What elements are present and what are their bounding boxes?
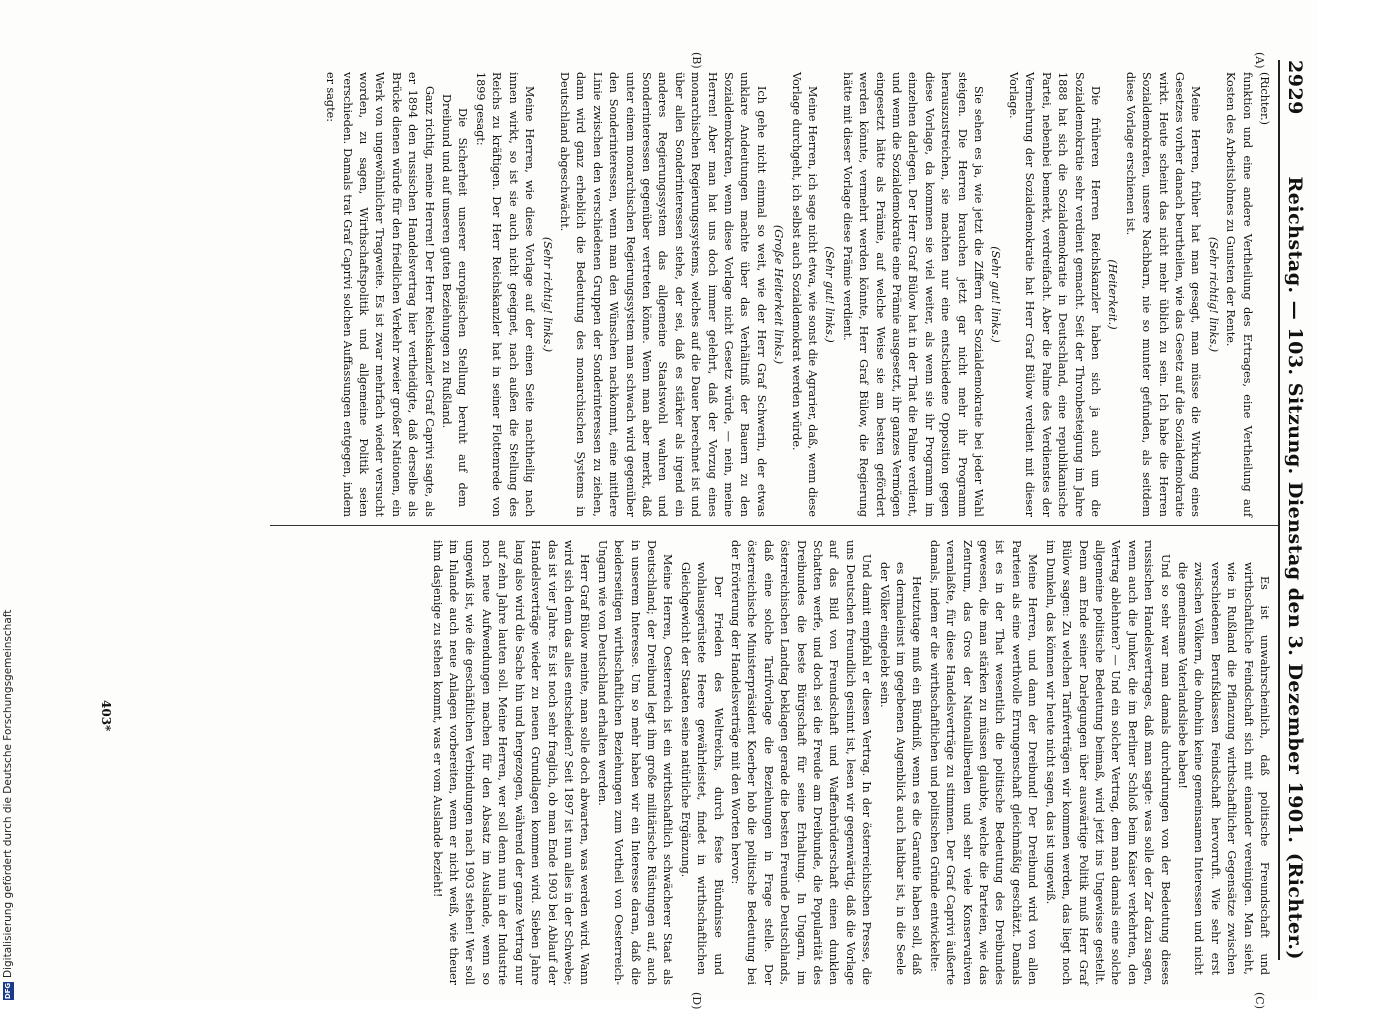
running-title: Reichstag. — 103. Sitzung. Dienstag den 3. Dezember 1901.: [1284, 176, 1306, 844]
margin-letter-c: (C): [1253, 992, 1266, 1009]
dfg-logo: DFG: [3, 982, 12, 1000]
paragraph: Ganz richtig, meine Herren! Der Herr Reichskanzler Graf Caprivi sagte, als er 1894 den russischen Handelsvertrag hier vertheidigte, daß derselbe als Brücke dienen würde für den friedlichen Verkehr zweier großer Nationen, ein Werk von ungewöhnlicher Tragweite. Es ist zwar mehrfach wieder versucht worden, zu sagen, Wirthschaftspolitik und allgemeine Politik seien verschieden. Damals trat Graf Caprivi solchen Auffassungen entgegen, indem er sagte:: [324, 72, 436, 517]
paragraph: Sie sehen es ja, wie jetzt die Ziffern der Sozialdemokratie bei jeder Wahl steigen. Die Herren brauchen jetzt gar nicht mehr ihr Programm herauszustreichen, sie machten nur eine entschiedene Opposition gegen diese Vorlage, da kommen sie viel weiter, als wenn sie ihr Programm im einzelnen darlegen. Der Herr Graf Bülow hat in der That die Palme verdient, und wenn die Sozialdemokratie eine Prämie ausgesetzt, ihr ganzes Vermögen eingesetzt hätte als Prämie, auf welche Weise sie am besten gefördert werden könnte, vermehrt werden könnte, Herr Graf Bülow, die Regierung hätte mit dieser Vorlage diese Prämie verdient.: [840, 72, 986, 517]
paragraph: Herr Graf Bülow meinte, man solle doch abwarten, was werden wird. Wann wird sich denn das alles entscheiden? Seit 1897 ist nun alles in der Schwebe; das ist vier Jahre. Es ist noch sehr fraglich, ob man Ende 1903 bei Ablauf der Handelsverträge wieder zu neuen Grundlagen kommen wird. Sieben Jahre lang also wird die Sache hin und hergezogen, während der ganze Vertrag nur auf zehn Jahre lauten soll. Meine Herren, wer soll denn nun in der Industrie noch neue Aufwendungen machen für den Absatz im Auslande, wenn so ungewiß ist, wie die geschäftlichen Verbindungen nach 1903 stehen! Wer soll im Inlande auch neue Anlagen vorbereiten, wenn er nicht weiß, wie theuer ihm dasjenige zu stehen kommt, was er vom Auslande bezieht!: [430, 540, 592, 985]
paragraph: Meine Herren, ich sage nicht etwa, wie sonst die Agrarier, daß, wenn diese Vorlage durchgeht, ich selbst auch Sozialdemokrat werden würde.: [789, 72, 820, 517]
page-header: [1280, 60, 1310, 960]
margin-letter-b: (B): [690, 52, 703, 69]
interjection: (Sehr gut! links.): [823, 246, 837, 343]
interjection: (Heiterkeit.): [1106, 259, 1120, 330]
paragraph: Meine Herren, wie diese Vorlage auf der einen Seite nachtheilig nach innen wirkt, so ist sie auch nicht geeignet, nach außen die Stellung des Reichs zu kräftigen. Der Herr Reichskanzler hat in seiner Flottenrede von 1899 gesagt:: [473, 72, 537, 517]
interjection: (Sehr gut! links.): [989, 246, 1003, 343]
margin-letter-a: (A): [1253, 52, 1266, 69]
interjection: (Große Heiterkeit links.): [772, 224, 786, 365]
speaker-name: (Richter.): [1284, 852, 1306, 960]
header-rule: [1278, 60, 1280, 960]
quotation: Der Frieden des Weltreichs, durch feste Bündnisse und wohlausgerüstete Heere gewährleistet, findet in wirthschaftlichen Gleichgewicht der Staaten seine natürliche Ergänzung.: [678, 562, 725, 975]
quotation: Es ist unwahrscheinlich, daß politische Freundschaft und wirthschaftliche Feindschaft sich mit einander vereinigen. Man sieht, wie in Rußland die Pflanzung wirthschaftlicher Gegensätze zwischen verschiedenen Berufsklassen Feindschaft hervorruft. Wie sehr erst zwischen Völkern, die ohnehin keine gemeinsamen Interessen und nicht die gemeinsame Vaterlandsliebe haben!: [1175, 562, 1271, 975]
paragraph: Meine Herren, Oesterreich ist ein wirthschaftlich schwächerer Staat als Deutschland; der Dreibund legt ihm große militärische Rüstungen auf, auch in unserem Interesse. Um so mehr haben wir ein Interesse daran, daß die beiderseitigen wirthschaftlichen Beziehungen zum Vortheil von Oesterreich-Ungarn wie von Deutschland erhalten werden.: [595, 540, 675, 985]
margin-letter-d: (D): [690, 992, 703, 1009]
quotation: Heutzutage muß ein Bündniß, wenn es die Garantie haben soll, daß es dermaleinst im gegebenen Augenblick auch haltbar ist, in die Seele der Völker eingelebt sein.: [877, 562, 924, 975]
left-column: [321, 72, 1272, 517]
column-divider: [270, 525, 1278, 526]
paragraph: Meine Herren, früher hat man gesagt, man müsse die Wirkung eines Gesetzes vorher danach beurtheilen, wie das Gesetz auf die Sozialdemokratie wirkt. Heute scheint das nicht mehr üblich zu sein. Ich habe die Herren Sozialdemokraten, unsere Nachbarn, nie so munter gefunden, als seitdem diese Vorlage erschienen ist.: [1123, 72, 1203, 517]
signature-number: 403*: [99, 700, 113, 732]
quotation: Die Sicherheit unserer europäischen Stellung beruht auf dem Dreibund und auf unseren guten Beziehungen zu Rußland.: [440, 94, 470, 507]
paragraph: (Richter.): [1258, 72, 1271, 125]
page-number: 2929: [1284, 60, 1306, 115]
paragraph: Ich gehe nicht einmal so weit, wie der Herr Graf Schwerin, der etwas unklare Andeutungen machte über das Verhältniß der Bauern zu den Sozialdemokraten, wenn diese Vorlage nicht Gesetz würde, — nein, meine Herren! Aber man hat uns doch immer gelehrt, daß der Vorzug eines monarchischen Regierungssystems, welches auf die Dauer berechnet ist und über allen Sonderinteressen stehe, der sei, daß es stärker als irgend ein anderes Regierungssystem das allgemeine Staatswohl wahren und Sonderinteressen gegenüber vertreten könne. Wenn man aber merkt, daß unter einem monarchischen Regierungssystem man schwach wird gegenüber den Sonderinteressen, wenn man den Wünschen nachkommt, eine mittlere Linie zwischen den verschiedenen Gruppen der Sonderinteressen zu ziehen, dann wird ganz erheblich die Bedeutung des monarchischen Systems in Deutschland abgeschwächt.: [557, 72, 768, 517]
interjection: (Sehr richtig! links.): [540, 236, 554, 353]
paragraph: Meine Herren, und dann der Dreibund! Der Dreibund wird von allen Parteien als eine werthvolle Errungenschaft gleichmäßig geschätzt. Damals ist es in der That wesentlich die politische Bedeutung des Dreibundes gewesen, die man stärken zu müssen glaubte, welche die Parteien, wie das Zentrum, das Gros der Nationalliberalen und sehr viele Konservativen veranlaßte, für diese Handelsverträge zu stimmen. Der Graf Caprivi äußerte damals, indem er die wirthschaftlichen und politischen Gründe entwickelte:: [927, 540, 1040, 985]
paragraph: Und so sehr war man damals durchdrungen von der Bedeutung dieses russischen Handelsvertrages, daß man sagte: was solle der Zar dazu sagen, wenn auch die Junker, die im Berliner Schloß beim Kaiser verkehrten, den Vertrag ablehnten? — Und ein solcher Vertrag, dem man damals eine solche allgemeine politische Bedeutung beimaß, wird jetzt ins Ungewisse gestellt. Denn am Ende seiner Darlegungen über auswärtige Politik muß Herr Graf Bülow sagen: Zu welchen Tarifverträgen wir kommen werden, das liegt noch im Dunkeln, das können wir heute nicht sagen, das ist ungewiß.: [1043, 540, 1172, 985]
right-column: [427, 540, 1272, 985]
paragraph: Und damit empfahl er diesen Vertrag. In der österreichischen Presse, die uns Deutschen freundlich gesinnt ist, lesen wir gegenwärtig, daß die Vorlage auf das Bild von Freundschaft und Waffenbrüderschaft einen dunklen Schatten werfe, und doch sei die Freude am Dreibunde, die Popularität des Dreibundes die beste Bürgschaft für seine Erhaltung. In Ungarn, im österreichischen Landtag beklagen gerade die besten Freunde Deutschlands, daß eine solche Tarifvorlage die Beziehungen in Frage stelle. Der österreichische Ministerpräsident Koerber hob die politische Bedeutung bei der Erörterung der Handelsverträge mit den Worten hervor:: [729, 540, 874, 985]
paragraph: Die früheren Herren Reichskanzler haben sich ja auch um die Sozialdemokratie sehr verdient gemacht. Seit der Thronbesteigung im Jahre 1888 hat sich die Sozialdemokratie in Deutschland, eine republikanische Partei, nebenbei bemerkt, verdreifacht. Aber die Palme des Verdienstes der Vermehrung der Sozialdemokratie hat Herr Graf Bülow verdient mit dieser Vorlage.: [1006, 72, 1102, 517]
interjection: (Sehr richtig! links.): [1206, 236, 1220, 353]
paragraph: funktion und eine andere Vertheilung des Ertrages, eine Vertheilung auf Kosten des Arbeitslohnes zu Gunsten der Rente.: [1224, 72, 1254, 517]
dfg-credit-text: Digitalisierung gefördert durch die Deutsche Forschungsgemeinschaft: [2, 609, 14, 978]
